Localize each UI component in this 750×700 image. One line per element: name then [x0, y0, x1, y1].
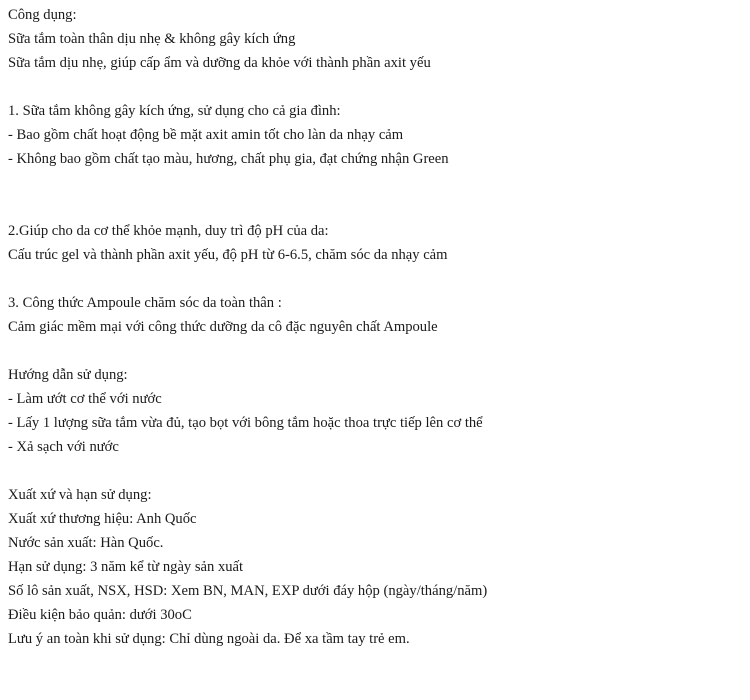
text-line: Cấu trúc gel và thành phần axit yếu, độ pH từ 6-6.5, chăm sóc da nhạy cảm — [8, 247, 448, 263]
text-line: Hạn sử dụng: 3 năm kể từ ngày sản xuất — [8, 559, 244, 575]
section-heading: Hướng dẫn sử dụng: — [8, 367, 128, 383]
text-line: Sữa tắm toàn thân dịu nhẹ & không gây kích ứng — [8, 31, 296, 47]
spacer — [8, 339, 743, 363]
list-item: - Xả sạch với nước — [8, 439, 119, 455]
section-heading: Công dụng: — [8, 7, 77, 23]
list-item: - Lấy 1 lượng sữa tắm vừa đủ, tạo bọt với bông tắm hoặc thoa trực tiếp lên cơ thể — [8, 415, 483, 431]
text-line: Xuất xứ thương hiệu: Anh Quốc — [8, 511, 197, 527]
spacer — [8, 459, 743, 483]
section-point-2 — [8, 219, 743, 267]
text-line: Điều kiện bảo quản: dưới 30oC — [8, 607, 192, 623]
section-heading: Xuất xứ và hạn sử dụng: — [8, 487, 152, 503]
text-line: Số lô sản xuất, NSX, HSD: Xem BN, MAN, EXP dưới đáy hộp (ngày/tháng/năm) — [8, 583, 488, 599]
text-line: Lưu ý an toàn khi sử dụng: Chỉ dùng ngoài da. Để xa tầm tay trẻ em. — [8, 631, 410, 647]
section-heading: 1. Sữa tắm không gây kích ứng, sử dụng cho cả gia đình: — [8, 103, 341, 119]
text-line: Sữa tắm dịu nhẹ, giúp cấp ẩm và dưỡng da khỏe với thành phần axit yếu — [8, 55, 431, 71]
product-description-document — [8, 3, 743, 651]
spacer — [8, 171, 743, 195]
section-point-3 — [8, 291, 743, 339]
section-usage-instructions — [8, 363, 743, 459]
text-line: Nước sản xuất: Hàn Quốc. — [8, 535, 164, 551]
section-heading: 2.Giúp cho da cơ thể khỏe mạnh, duy trì độ pH của da: — [8, 223, 329, 239]
spacer — [8, 75, 743, 99]
list-item: - Làm ướt cơ thể với nước — [8, 391, 162, 407]
section-uses — [8, 3, 743, 75]
list-item: - Bao gồm chất hoạt động bề mặt axit amin tốt cho làn da nhạy cảm — [8, 127, 404, 143]
section-point-1 — [8, 99, 743, 171]
section-heading: 3. Công thức Ampoule chăm sóc da toàn thân : — [8, 295, 282, 311]
text-line: Cảm giác mềm mại với công thức dưỡng da cô đặc nguyên chất Ampoule — [8, 319, 438, 335]
spacer — [8, 267, 743, 291]
list-item: - Không bao gồm chất tạo màu, hương, chất phụ gia, đạt chứng nhận Green — [8, 151, 449, 167]
spacer — [8, 195, 743, 219]
section-origin-expiry — [8, 483, 743, 651]
